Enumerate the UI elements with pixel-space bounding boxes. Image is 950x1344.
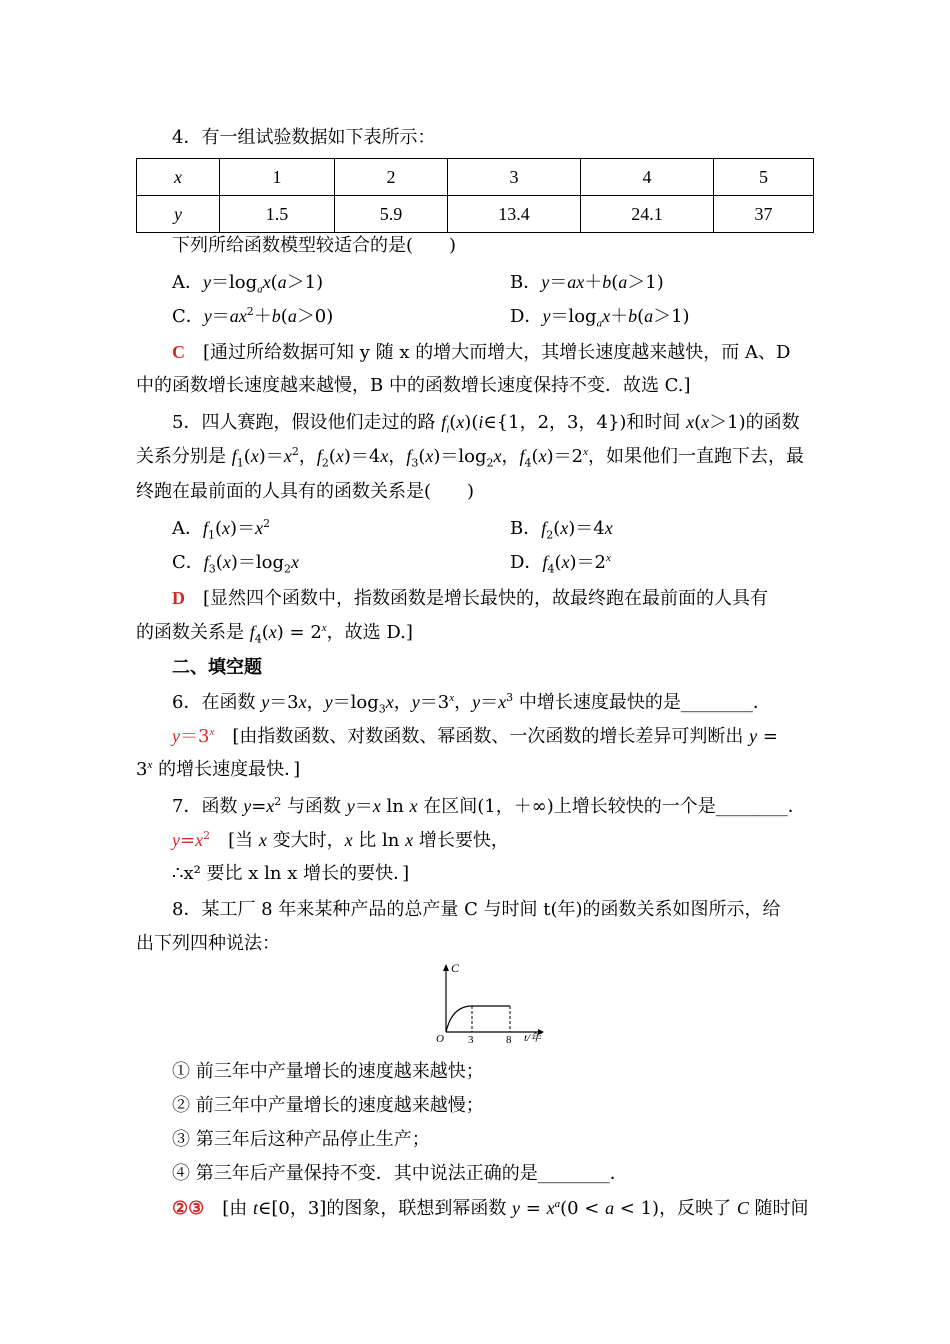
table-cell: 3 bbox=[448, 159, 581, 196]
data-table bbox=[136, 158, 814, 233]
tick-label-3: 3 bbox=[468, 1034, 474, 1046]
table-cell: 5.9 bbox=[335, 196, 448, 233]
q4-option-b: B．y＝ax＋b(a＞1) bbox=[510, 272, 664, 293]
q6-solution-cont: 3$^x$ 的增长速度最快．] bbox=[136, 759, 301, 780]
q8-statement-4: ④ 第三年后产量保持不变．其中说法正确的是________． bbox=[172, 1163, 628, 1184]
table-cell: 37 bbox=[714, 196, 814, 233]
q5-solution bbox=[172, 586, 768, 611]
production-graph bbox=[428, 960, 558, 1050]
tick-label-8: 8 bbox=[506, 1034, 512, 1046]
answer-letter: C bbox=[172, 342, 185, 362]
answer: ②③ bbox=[172, 1198, 205, 1219]
q5-option-c: C．$f_3(x)=\log_2x$ bbox=[172, 552, 299, 576]
table-cell: x bbox=[137, 159, 220, 196]
table-row-x bbox=[137, 159, 814, 196]
q4-question: 下列所给函数模型较适合的是( ) bbox=[172, 235, 457, 256]
q6-solution: $y=3^x$ [由指数函数、对数函数、幂函数、一次函数的增长差异可判断出 y = bbox=[172, 726, 778, 747]
q8-statement-2: ② 前三年中产量增长的速度越来越慢； bbox=[172, 1095, 484, 1116]
q7-stem: 7．函数 $y=x^2$ 与函数 y＝x ln x 在区间(1，＋∞)上增长较快的一个是________． bbox=[172, 795, 806, 817]
table-cell: 5 bbox=[714, 159, 814, 196]
q4-option-d: D．$y=\log_ax+b(a>1)$ bbox=[510, 306, 690, 330]
table-cell: 1.5 bbox=[220, 196, 335, 233]
table-row-y bbox=[137, 196, 814, 233]
growth-curve bbox=[446, 1006, 472, 1032]
q4-option-c: C．$y=ax^2+b(a>0)$ bbox=[172, 305, 334, 327]
answer: $y=x^2$ bbox=[172, 829, 211, 851]
explanation-text: [通过所给数据可知 y 随 x 的增大而增大，其增长速度越来越快，而 A、D bbox=[203, 342, 791, 363]
table-cell: 4 bbox=[581, 159, 714, 196]
q5-option-a: A．$f_1(x)=x^2$ bbox=[172, 517, 271, 542]
q7-solution-cont: ∴x² 要比 x ln x 增长的要快．] bbox=[172, 863, 410, 884]
q5-solution-cont: 的函数关系是 $f_4(x) = 2^x$，故选 D.] bbox=[136, 622, 413, 646]
table-cell: 13.4 bbox=[448, 196, 581, 233]
table-cell: y bbox=[137, 196, 220, 233]
q5-stem-2: 关系分别是 $f_1(x)=x^2$，$f_2(x)=4x$，$f_3(x)=\log_2x$，$f_4(x)=2^x$，如果他们一直跑下去，最 bbox=[136, 445, 804, 470]
q4-solution bbox=[172, 340, 790, 365]
q6-stem: 6．在函数 y＝3x，$y=\log_3x$，$y=3^x$，$y=x^3$ 中增长速度最快的是________． bbox=[172, 691, 771, 716]
answer: $y=3^x$ bbox=[172, 726, 215, 747]
q5-option-b: B．$f_2(x)=4x$ bbox=[510, 518, 613, 542]
y-axis-arrow-icon bbox=[443, 964, 449, 971]
q5-option-d: D．$f_4(x)=2^x$ bbox=[510, 552, 611, 576]
origin-label: O bbox=[436, 1033, 444, 1045]
q7-solution: $y=x^2$ [当 x 变大时，x 比 ln x 增长要快， bbox=[172, 829, 509, 851]
q5-stem-1: 5．四人赛跑，假设他们走过的路 $f_i(x)(i\in\{1$，2，3，4})和时间 x(x＞1)的函数 bbox=[172, 412, 800, 436]
x-axis-label: t/年 bbox=[524, 1032, 542, 1044]
q4-stem: 4．有一组试验数据如下表所示： bbox=[172, 127, 436, 148]
q8-solution: ②③ [由 t∈[0，3]的图象，联想到幂函数 $y = x^a(0 < a < 1)$，反映了 C 随时间 bbox=[172, 1198, 809, 1219]
y-axis-label: C bbox=[451, 961, 460, 975]
answer-letter: D bbox=[172, 588, 185, 608]
table-cell: 1 bbox=[220, 159, 335, 196]
q4-option-a: A．$y=\log_ax(a>1)$ bbox=[172, 272, 324, 296]
q8-stem-2: 出下列四种说法： bbox=[136, 933, 280, 954]
q8-stem-1: 8．某工厂 8 年来某种产品的总产量 C 与时间 t(年)的函数关系如图所示，给 bbox=[172, 899, 781, 920]
explanation-text: [显然四个函数中，指数函数是增长最快的，故最终跑在最前面的人具有 bbox=[203, 588, 769, 609]
q4-solution-cont: 中的函数增长速度越来越慢，B 中的函数增长速度保持不变．故选 C.] bbox=[136, 375, 691, 396]
q8-statement-1: ① 前三年中产量增长的速度越来越快； bbox=[172, 1061, 484, 1082]
table-cell: 24.1 bbox=[581, 196, 714, 233]
q8-statement-3: ③ 第三年后这种产品停止生产； bbox=[172, 1129, 430, 1150]
section-title: 二、填空题 bbox=[172, 657, 262, 678]
table-cell: 2 bbox=[335, 159, 448, 196]
q5-stem-3: 终跑在最前面的人具有的函数关系是( ) bbox=[136, 481, 475, 502]
